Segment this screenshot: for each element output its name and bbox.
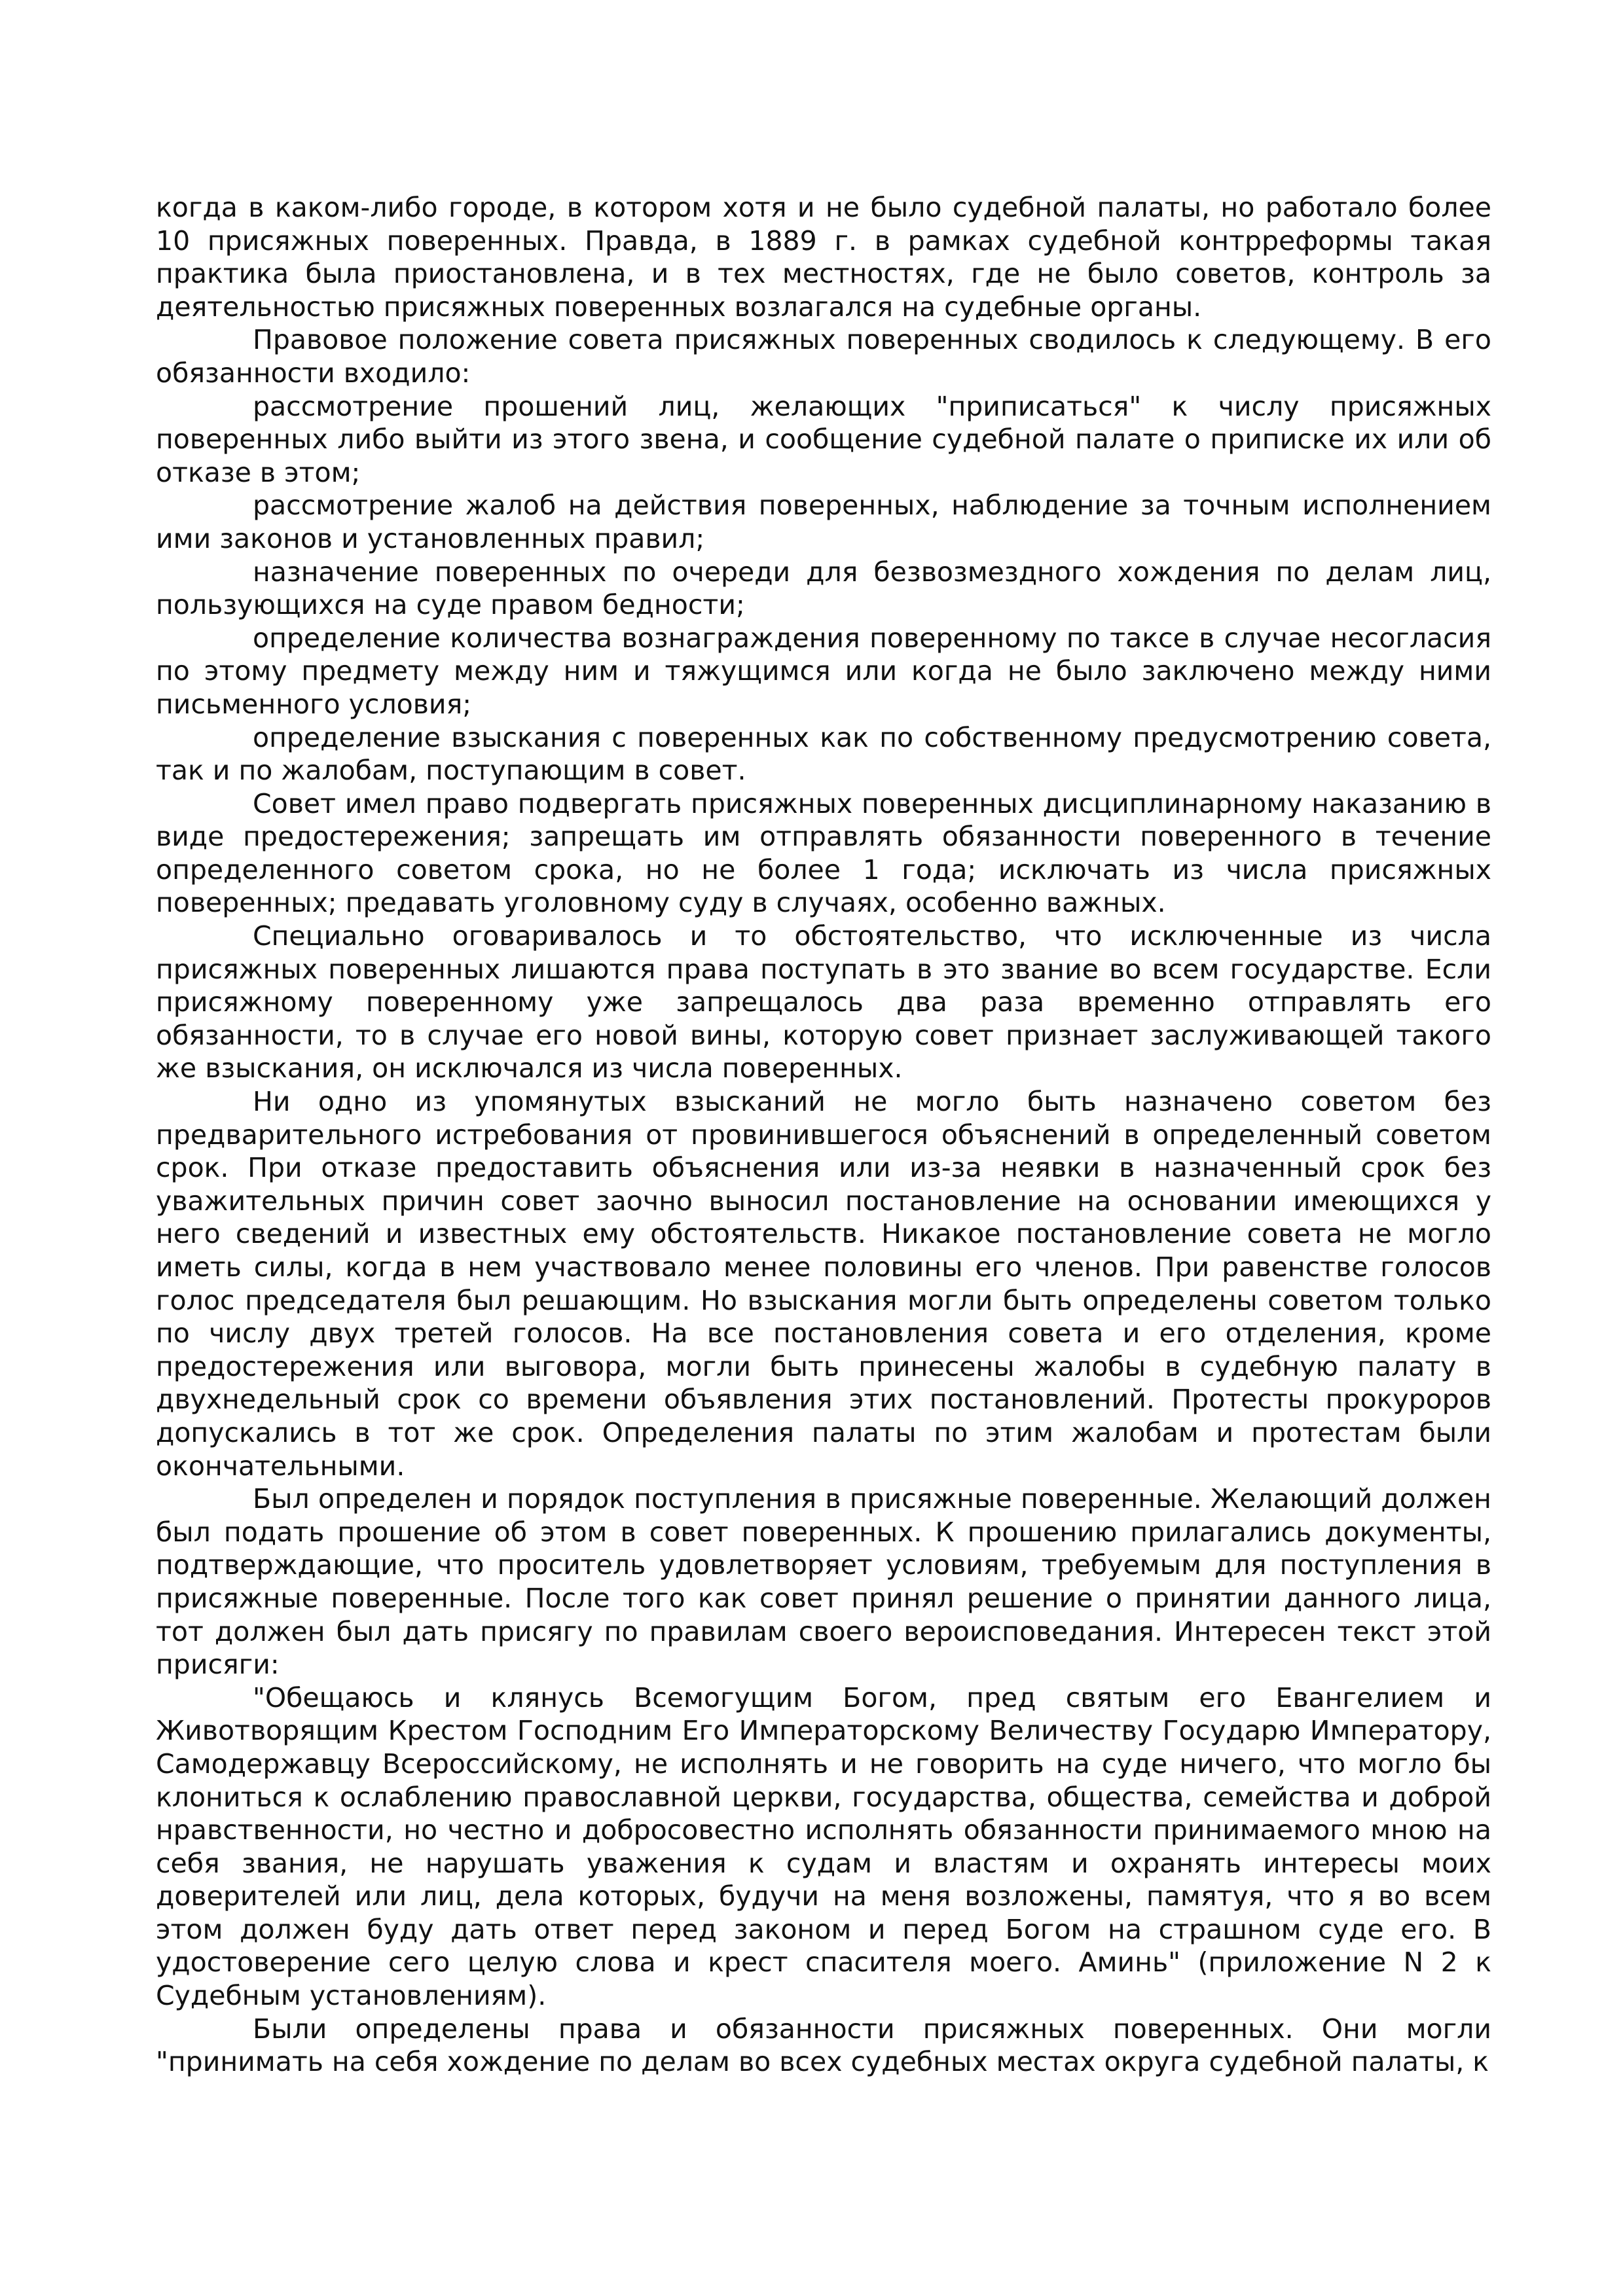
paragraph-duty-petitions: рассмотрение прошений лиц, желающих "приписаться" к числу присяжных поверенных либо выйти из этого звена, и сообщение судебной палате о приписке их или об отказе в этом; [156,390,1491,488]
paragraph-oath-text: "Обещаюсь и клянусь Всемогущим Богом, пред святым его Евангелием и Животворящим Крестом Господним Его Императорскому Величеству Государю Императору, Самодержавцу Всероссийскому, не исполнять и не говорить на суде ничего, что могло бы клониться к ослаблению православной церкви, государства, общества, семейства и доброй нравственности, но честно и добросовестно исполнять обязанности принимаемого мною на себя звания, не нарушать уважения к судам и властям и охранять интересы моих доверителей или лиц, дела которых, будучи на меня возложены, памятуя, что я во всем этом должен буду дать ответ перед законом и перед Богом на страшном суде его. В удостоверение сего целую слова и крест спасителя моего. Аминь" (приложение N 2 к Судебным установлениям). [156,1681,1491,2012]
document-page [156,191,1491,2079]
paragraph-procedure: Ни одно из упомянутых взысканий не могло быть назначено советом без предварительного истребования от провинившегося объяснений в определенный советом срок. При отказе предоставить объяснения или из-за неявки в назначенный срок без уважительных причин совет заочно выносил постановление на основании имеющихся у него сведений и известных ему обстоятельств. Никакое постановление совета не могло иметь силы, когда в нем участвовало менее половины его членов. При равенстве голосов голос председателя был решающим. Но взыскания могли быть определены советом только по числу двух третей голосов. На все постановления совета и его отделения, кроме предостережения или выговора, могли быть принесены жалобы в судебную палату в двухнедельный срок со времени объявления этих постановлений. Протесты прокуроров допускались в тот же срок. Определения палаты по этим жалобам и протестам были окончательными. [156,1086,1491,1482]
paragraph-duty-penalties: определение взыскания с поверенных как по собственному предусмотрению совета, так и по жалобам, поступающим в совет. [156,721,1491,787]
paragraph-exclusion: Специально оговаривалось и то обстоятельство, что исключенные из числа присяжных поверенных лишаются права поступать в это звание во всем государстве. Если присяжному поверенному уже запрещалось два раза временно отправлять его обязанности, то в случае его новой вины, которую совет признает заслуживающей такого же взыскания, он исключался из числа поверенных. [156,920,1491,1085]
paragraph-council-duties-intro: Правовое положение совета присяжных поверенных сводилось к следующему. В его обязанности входило: [156,324,1491,389]
paragraph-rights-obligations: Были определены права и обязанности присяжных поверенных. Они могли "принимать на себя хождение по делам во всех судебных местах округа судебной палаты, к [156,2013,1491,2078]
paragraph-duty-free-representation: назначение поверенных по очереди для безвозмездного хождения по делам лиц, пользующихся на суде правом бедности; [156,556,1491,621]
paragraph-disciplinary-rights: Совет имел право подвергать присяжных поверенных дисциплинарному наказанию в виде предостережения; запрещать им отправлять обязанности поверенного в течение определенного советом срока, но не более 1 года; исключать из числа присяжных поверенных; предавать уголовному суду в случаях, особенно важных. [156,787,1491,919]
paragraph-duty-fees: определение количества вознаграждения поверенному по таксе в случае несогласия по этому предмету между ним и тяжущимся или когда не было заключено между ними письменного условия; [156,622,1491,720]
paragraph-continuation: когда в каком-либо городе, в котором хотя и не было судебной палаты, но работало более 10 присяжных поверенных. Правда, в 1889 г. в рамках судебной контрреформы такая практика была приостановлена, и в тех местностях, где не было советов, контроль за деятельностью присяжных поверенных возлагался на судебные органы. [156,192,1491,323]
paragraph-duty-complaints: рассмотрение жалоб на действия поверенных, наблюдение за точным исполнением ими законов и установленных правил; [156,490,1491,554]
paragraph-admission: Был определен и порядок поступления в присяжные поверенные. Желающий должен был подать прошение об этом в совет поверенных. К прошению прилагались документы, подтверждающие, что проситель удовлетворяет условиям, требуемым для поступления в присяжные поверенные. После того как совет принял решение о принятии данного лица, тот должен был дать присягу по правилам своего вероисповедания. Интересен текст этой присяги: [156,1483,1491,1681]
